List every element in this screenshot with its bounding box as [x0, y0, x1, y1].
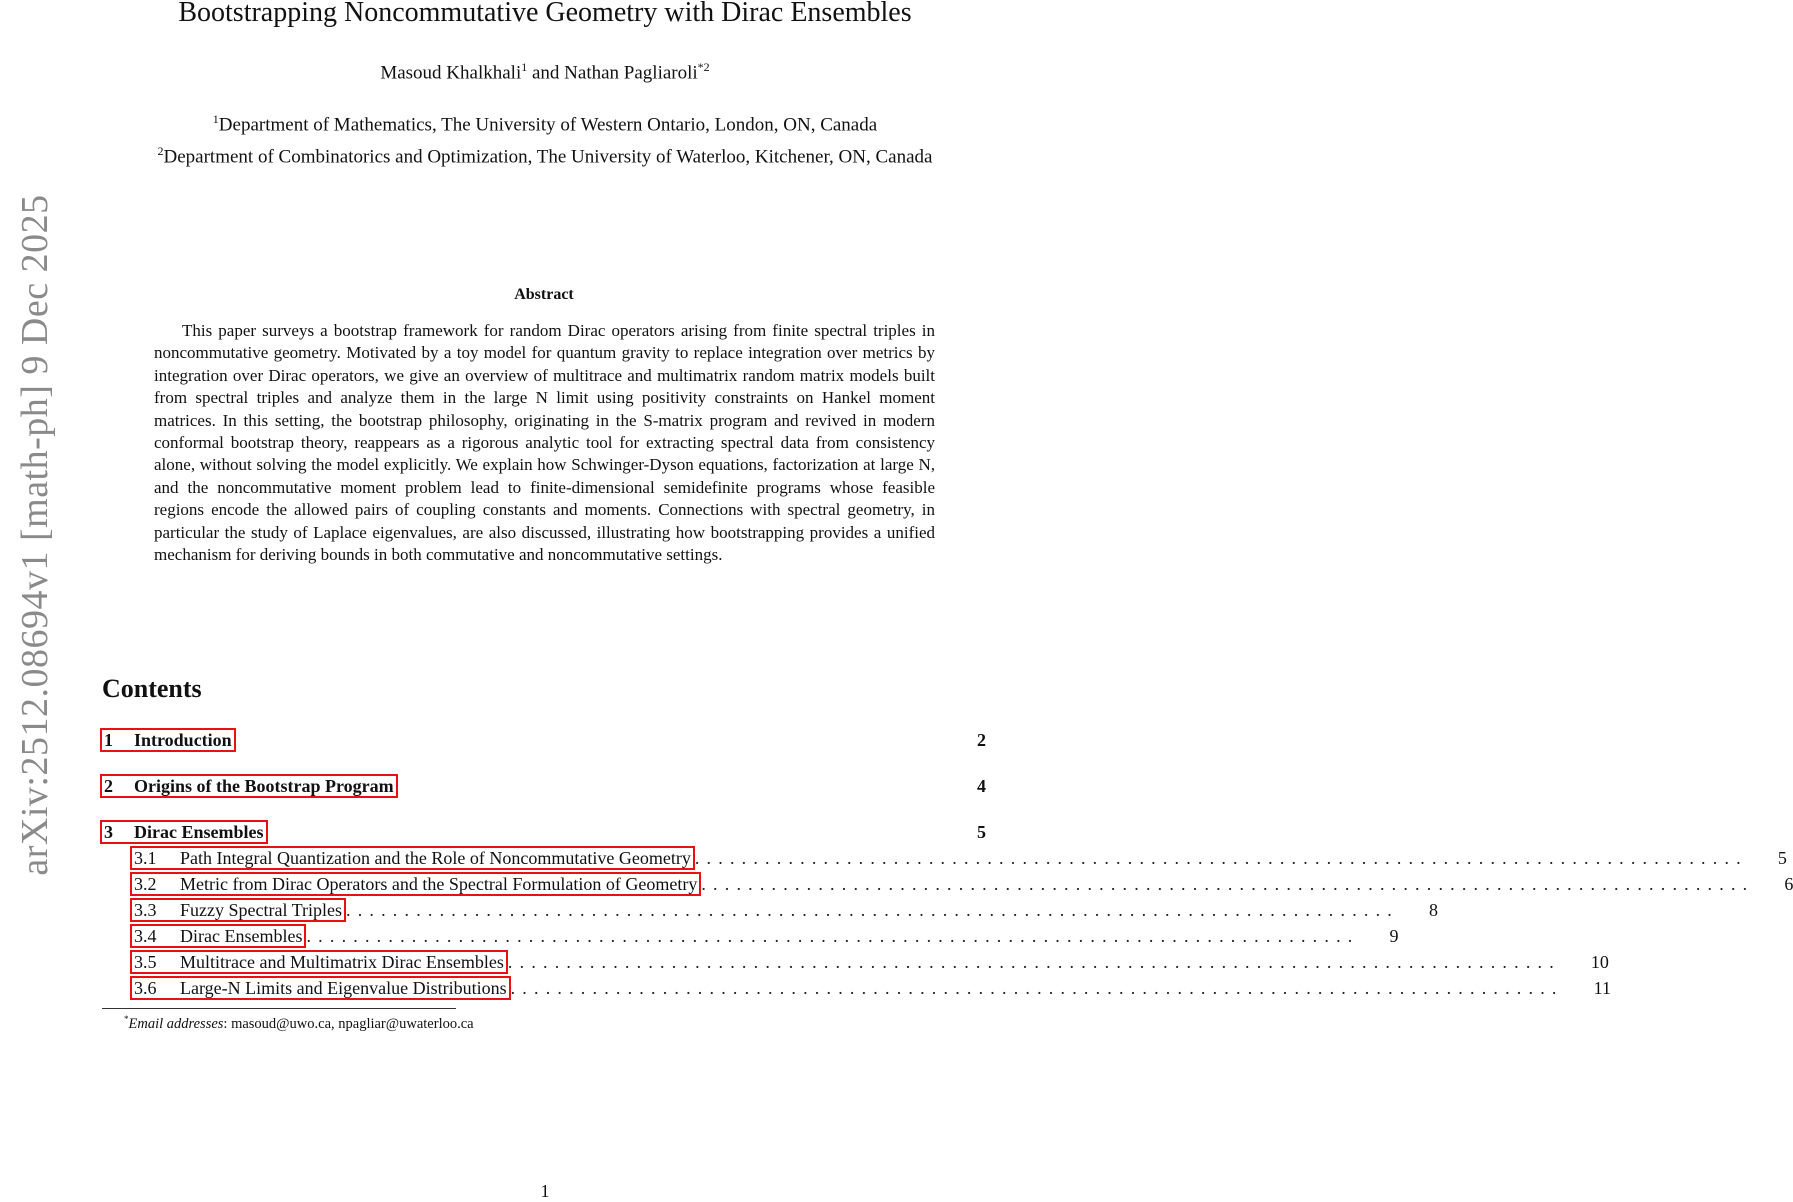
toc-page: 5 — [977, 822, 986, 842]
author-name: Masoud Khalkhali — [380, 62, 522, 84]
affiliation-text: Department of Mathematics, The University of Western Ontario, London, ON, Canada — [218, 114, 878, 136]
contents-heading: Contents — [102, 674, 202, 703]
toc-leader-dots: .......................................................................................... — [510, 978, 1564, 998]
toc-page: 10 — [1590, 952, 1609, 972]
toc-page: 9 — [1389, 926, 1399, 946]
toc-leader-dots: .......................................................................................... — [346, 900, 1399, 920]
toc-link[interactable] — [130, 872, 701, 896]
toc-number: 2 — [104, 776, 113, 796]
toc-subsection — [130, 924, 1399, 948]
toc-subsection — [130, 872, 1793, 896]
toc-title: Fuzzy Spectral Triples — [180, 900, 342, 920]
footnote-label: Email addresses — [128, 1015, 224, 1032]
toc-number: 3.1 — [134, 848, 157, 868]
toc-section-origins — [100, 774, 986, 798]
toc-subsection — [130, 976, 1611, 1000]
toc-page: 6 — [1784, 874, 1793, 894]
toc-title: Large-N Limits and Eigenvalue Distributions — [180, 978, 507, 998]
toc-link[interactable] — [100, 774, 398, 798]
toc-number: 3.2 — [134, 874, 157, 894]
toc-number: 3.4 — [134, 926, 157, 946]
toc-page: 2 — [977, 730, 986, 750]
toc-number: 3.3 — [134, 900, 157, 920]
abstract-body: This paper surveys a bootstrap framework for random Dirac operators arising from finite spectral triples in noncommutative geometry. Motivated by a toy model for quantum gravity to replace integration over metrics by integration over Dirac operators, we give an overview of multitrace and multimatrix random matrix models built from spectral triples and analyze them in the large N limit using positivity constraints on Hankel moment matrices. In this setting, the bootstrap philosophy, originating in the S-matrix program and revived in modern conformal bootstrap theory, reappears as a rigorous analytic tool for extracting spectral data from consistency alone, without solving the model explicitly. We explain how Schwinger-Dyson equations, factorization at large N, and the noncommutative moment problem lead to finite-dimensional semidefinite programs whose feasible regions encode the allowed pairs of coupling constants and moments. Connections with spectral geometry, in particular the study of Laplace eigenvalues, are also discussed, illustrating how bootstrapping provides a unified mechanism for deriving bounds in both commutative and noncommutative settings. — [154, 321, 935, 565]
affiliation-mark: 2 — [157, 144, 164, 159]
toc-leader-dots: .......................................................................................... — [701, 874, 1755, 894]
toc-title: Path Integral Quantization and the Role of Noncommutative Geometry — [180, 848, 691, 868]
toc-subsection — [130, 898, 1438, 922]
toc-number: 3.5 — [134, 952, 157, 972]
footnote-emails: : masoud@uwo.ca, npagliar@uwaterloo.ca — [223, 1015, 474, 1032]
toc-link[interactable] — [130, 846, 695, 870]
toc-page: 5 — [1777, 848, 1787, 868]
toc-subsection — [130, 950, 1609, 974]
toc-link[interactable] — [130, 898, 346, 922]
toc-number: 1 — [104, 730, 113, 750]
toc-link[interactable] — [130, 976, 511, 1000]
author-affil-mark[interactable]: 1 — [521, 60, 528, 74]
toc-number: 3 — [104, 822, 113, 842]
toc-title: Dirac Ensembles — [180, 926, 303, 946]
toc-link[interactable] — [130, 924, 306, 948]
toc-page: 8 — [1429, 900, 1438, 920]
page-number: 1 — [540, 1181, 550, 1201]
toc-number: 3.6 — [134, 978, 157, 998]
affiliations — [100, 106, 990, 171]
author-name: Nathan Pagliaroli — [564, 62, 698, 84]
authors-joiner: and — [531, 62, 560, 84]
author-affil-mark[interactable]: *2 — [697, 60, 710, 74]
toc-section-dirac-ensembles — [100, 820, 986, 844]
affiliation-mark: 1 — [212, 112, 219, 126]
toc-leader-dots: .......................................................................................... — [507, 952, 1561, 972]
arxiv-stamp[interactable]: arXiv:2512.08694v1 [math-ph] 9 Dec 2025 — [14, 194, 56, 876]
affiliation — [100, 138, 990, 170]
affiliation-text: Department of Combinatorics and Optimization, The University of Waterloo, Kitchener, ON, Canada — [163, 146, 933, 168]
toc-title: Dirac Ensembles — [134, 822, 264, 842]
footnote-mark: * — [124, 1014, 129, 1024]
toc-link[interactable] — [100, 820, 268, 844]
toc-title: Metric from Dirac Operators and the Spectral Formulation of Geometry — [180, 874, 698, 894]
toc-leader-dots: .......................................................................................... — [306, 926, 1360, 946]
toc-link[interactable] — [130, 950, 508, 974]
affiliation — [100, 106, 990, 138]
paper-title: Bootstrapping Noncommutative Geometry with Dirac Ensembles — [178, 0, 912, 28]
toc-page: 4 — [977, 776, 986, 796]
toc-link[interactable] — [100, 728, 236, 752]
footnote-rule — [102, 1008, 456, 1009]
toc-section-introduction — [100, 728, 986, 752]
toc-page: 11 — [1593, 978, 1611, 998]
abstract-heading: Abstract — [514, 286, 574, 303]
footnote — [124, 1014, 474, 1033]
toc-title: Multitrace and Multimatrix Dirac Ensembles — [180, 952, 504, 972]
toc-title: Origins of the Bootstrap Program — [134, 776, 394, 796]
toc-leader-dots: .......................................................................................... — [694, 848, 1748, 868]
toc-subsection — [130, 846, 1787, 870]
toc-title: Introduction — [134, 730, 232, 750]
author-list — [100, 60, 990, 84]
